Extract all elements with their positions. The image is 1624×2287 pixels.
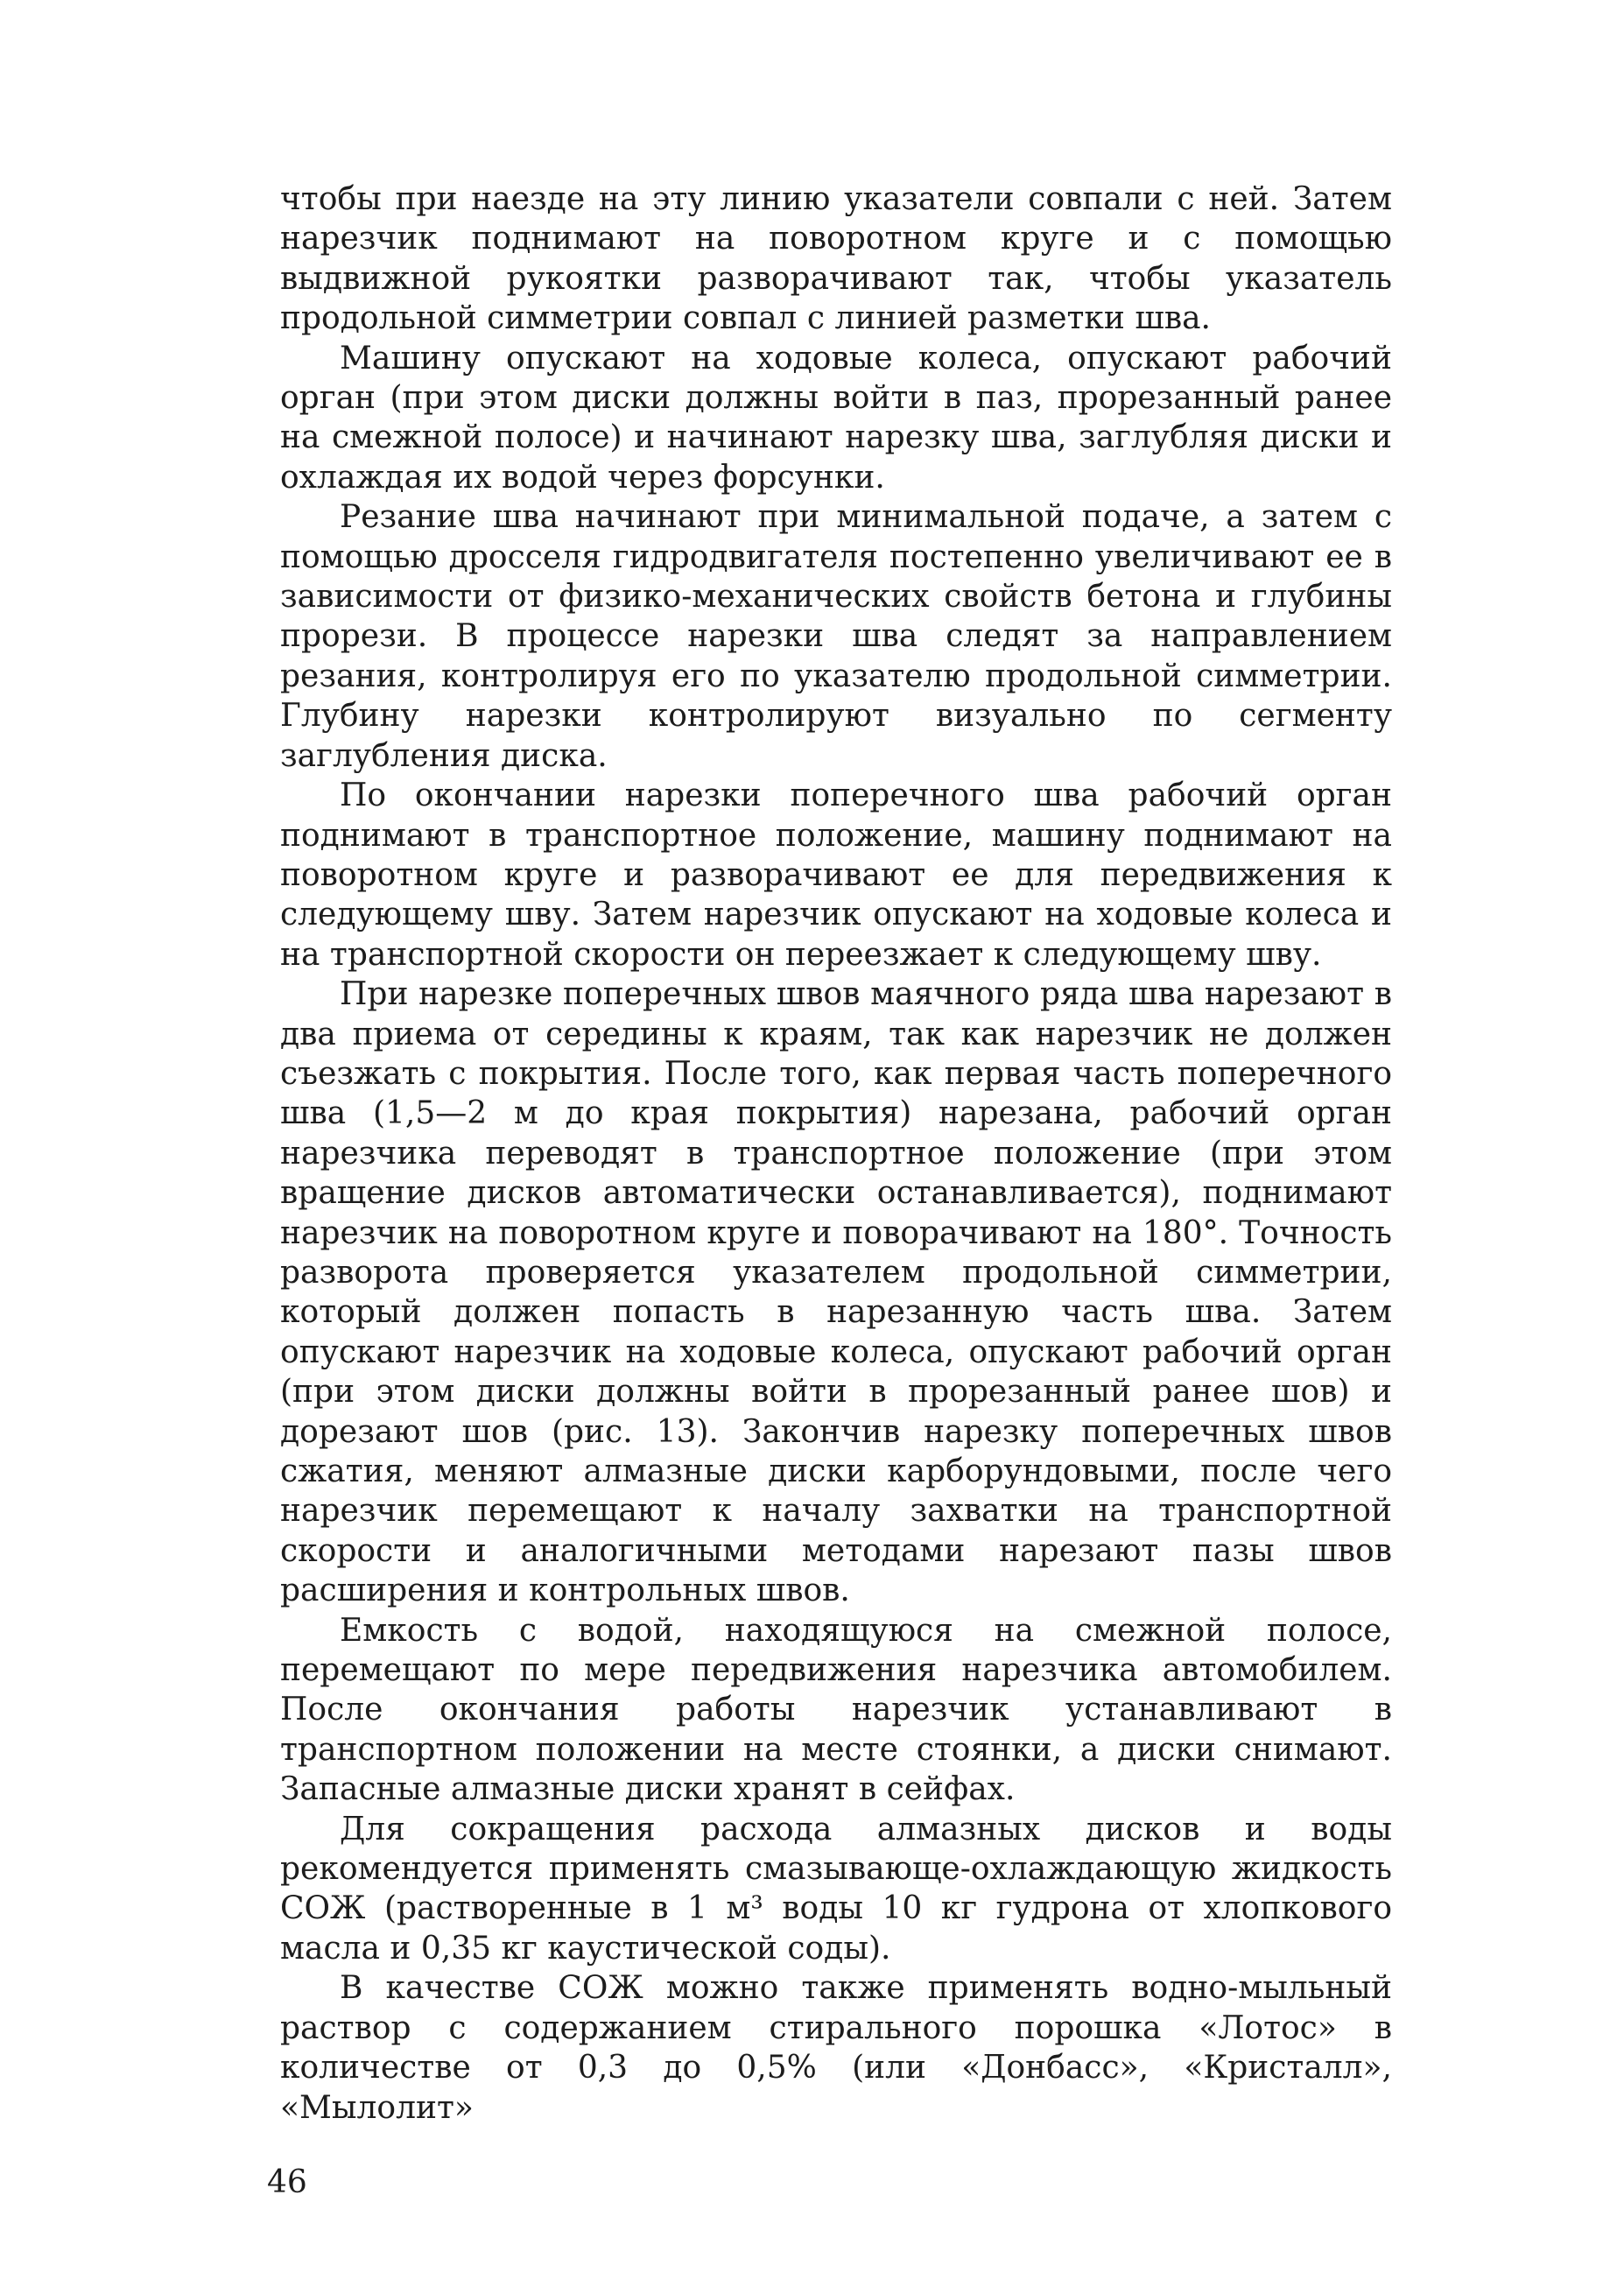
paragraph-1: чтобы при наезде на эту линию указатели совпали с ней. Затем нарезчик поднимают на поворотном круге и с помощью выдвижной рукоятки разворачивают так, чтобы указатель продольной симметрии совпал с линией разметки шва. [280, 181, 1392, 337]
paragraph-2: Машину опускают на ходовые колеса, опускают рабочий орган (при этом диски должны войти в паз, прорезанный ранее на смежной полосе) и начинают нарезку шва, заглубляя диски и охлаждая их водой через форсунки. [280, 340, 1392, 496]
paragraph-6: Емкость с водой, находящуюся на смежной полосе, перемещают по мере передвижения нарезчика автомобилем. После окончания работы нарезчик устанавливают в транспортном положении на месте стоянки, а диски снимают. Запасные алмазные диски хранят в сейфах. [280, 1612, 1392, 1808]
body-text [280, 179, 1392, 2128]
paragraph-3: Резание шва начинают при минимальной подаче, а затем с помощью дросселя гидродвигателя постепенно увеличивают ее в зависимости от физико-механических свойств бетона и глубины прорези. В процессе нарезки шва следят за направлением резания, контролируя его по указателю продольной симметрии. Глубину нарезки контролируют визуально по сегменту заглубления диска. [280, 499, 1392, 774]
paragraph-8: В качестве СОЖ можно также применять водно-мыльный раствор с содержанием стирального порошка «Лотос» в количестве от 0,3 до 0,5% (или «Донбасс», «Кристалл», «Мылолит» [280, 1970, 1392, 2126]
paragraph-4: По окончании нарезки поперечного шва рабочий орган поднимают в транспортное положение, машину поднимают на поворотном круге и разворачивают ее для передвижения к следующему шву. Затем нарезчик опускают на ходовые колеса и на транспортной скорости он переезжает к следующему шву. [280, 778, 1392, 973]
page-number: 46 [267, 2164, 307, 2200]
paragraph-5: При нарезке поперечных швов маячного ряда шва нарезают в два приема от середины к краям, так как нарезчик не должен съезжать с покрытия. После того, как первая часть поперечного шва (1,5—2 м до края покрытия) нарезана, рабочий орган нарезчика переводят в транспортное положение (при этом вращение дисков автоматически останавливается), поднимают нарезчик на поворотном круге и поворачивают на 180°. Точность разворота проверяется указателем продольной симметрии, который должен попасть в нарезанную часть шва. Затем опускают нарезчик на ходовые колеса, опускают рабочий орган (при этом диски должны войти в прорезанный ранее шов) и дорезают шов (рис. 13). Закончив нарезку поперечных швов сжатия, меняют алмазные диски карборундовыми, после чего нарезчик перемещают к началу захватки на транспортной скорости и аналогичными методами нарезают пазы швов расширения и контрольных швов. [280, 976, 1392, 1609]
paragraph-7: Для сокращения расхода алмазных дисков и воды рекомендуется применять смазывающе-охлаждающую жидкость СОЖ (растворенные в 1 м³ воды 10 кг гудрона от хлопкового масла и 0,35 кг каустической соды). [280, 1811, 1392, 1967]
